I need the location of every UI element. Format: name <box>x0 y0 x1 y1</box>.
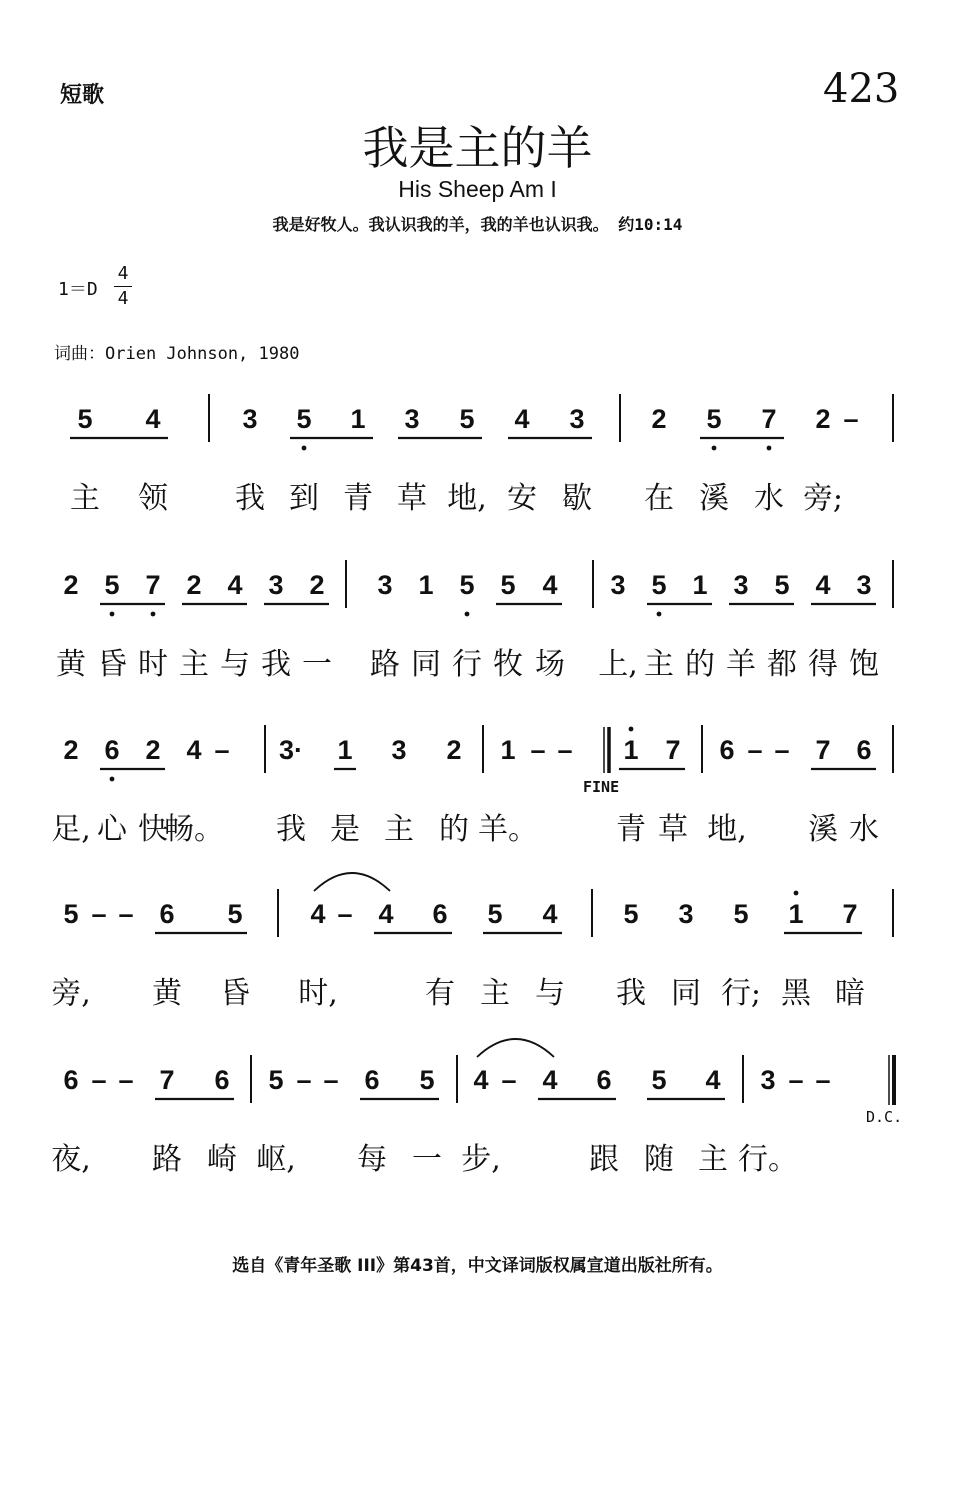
note: 5 <box>459 404 475 434</box>
lyric-syllable: 行。 <box>738 1142 798 1177</box>
octave-dot-below <box>657 612 662 617</box>
note: 4 <box>145 404 161 434</box>
note: 3 <box>678 899 694 929</box>
note: 2 <box>651 404 667 434</box>
lyric-syllable: 安 <box>507 481 537 516</box>
lyric-syllable: 行; <box>720 976 762 1011</box>
note: 6 <box>63 1065 79 1095</box>
note: 6 <box>364 1065 380 1095</box>
lyric-syllable: 主 <box>644 647 674 682</box>
note: 6 <box>719 735 735 765</box>
lyric-syllable: 夜, <box>51 1142 91 1177</box>
octave-dot-below <box>767 446 772 451</box>
note: 2 <box>446 735 462 765</box>
note: 6 <box>856 735 872 765</box>
lyric-syllable: 同 <box>671 976 701 1011</box>
note: 3 <box>391 735 407 765</box>
note: 1 <box>418 570 434 600</box>
lyric-syllable: 青 <box>616 812 646 847</box>
lyric-syllable: 到 <box>289 481 319 516</box>
lyric-syllable: 的 <box>685 647 715 682</box>
note: 4 <box>542 1065 558 1095</box>
octave-dot-above <box>794 891 799 896</box>
lyric-syllable: 地, <box>447 481 487 516</box>
note: – <box>843 404 859 434</box>
hymn-number: 423 <box>823 66 900 112</box>
note: 4 <box>186 735 202 765</box>
lyric-syllable: 是 <box>330 812 360 847</box>
lyric-syllable: 畅。 <box>164 812 224 847</box>
lyric-syllable: 旁; <box>802 481 844 516</box>
lyric-syllable: 水 <box>754 481 784 516</box>
note: 3 <box>377 570 393 600</box>
lyric-syllable: 青 <box>343 481 373 516</box>
note: 1 <box>500 735 516 765</box>
note: 5 <box>459 570 475 600</box>
lyric-syllable: 岖, <box>256 1142 296 1177</box>
composer-credit: 词曲：Orien Johnson, 1980 <box>54 344 300 364</box>
lyric-syllable: 水 <box>849 812 879 847</box>
note: 4 <box>473 1065 489 1095</box>
note: 3 <box>760 1065 776 1095</box>
note: – <box>337 899 353 929</box>
note: 5 <box>77 404 93 434</box>
lyric-syllable: 的 <box>439 812 469 847</box>
note: – <box>214 735 230 765</box>
note: 4 <box>514 404 530 434</box>
note: 7 <box>665 735 681 765</box>
lyric-syllable: 跟 <box>589 1142 619 1177</box>
dc-mark: D.C. <box>866 1108 903 1126</box>
lyric-syllable: 我 <box>276 812 306 847</box>
lyric-syllable: 主 <box>70 481 100 516</box>
lyric-syllable: 黄 <box>56 647 86 682</box>
note: 2 <box>63 570 79 600</box>
note: 5 <box>774 570 790 600</box>
note: 6 <box>432 899 448 929</box>
note: 6 <box>104 735 120 765</box>
tie-slur <box>314 873 390 891</box>
note: 6 <box>159 899 175 929</box>
note: 5 <box>487 899 503 929</box>
note: 2 <box>309 570 325 600</box>
lyric-syllable: 昏 <box>220 976 250 1011</box>
octave-dot-below <box>151 612 156 617</box>
lyric-syllable: 在 <box>644 481 674 516</box>
note: – <box>815 1065 831 1095</box>
note: 2 <box>145 735 161 765</box>
copyright-footer: 选自《青年圣歌 III》第43首，中文译词版权属宣道出版社所有。 <box>232 1256 723 1276</box>
note: – <box>557 735 573 765</box>
note: 7 <box>815 735 831 765</box>
lyric-syllable: 黄 <box>152 976 182 1011</box>
note: 3 <box>268 570 284 600</box>
note: 4 <box>310 899 326 929</box>
scripture-verse: 我是好牧人。我认识我的羊，我的羊也认识我。 约10:14 <box>272 215 683 234</box>
lyric-syllable: 每 <box>357 1142 387 1177</box>
note: 6 <box>214 1065 230 1095</box>
note: 2 <box>186 570 202 600</box>
note: – <box>118 1065 134 1095</box>
note: 5 <box>419 1065 435 1095</box>
lyric-syllable: 溪 <box>808 812 838 847</box>
note: 5 <box>500 570 516 600</box>
note: 6 <box>596 1065 612 1095</box>
lyric-syllable: 我 <box>616 976 646 1011</box>
note: 3· <box>278 735 304 765</box>
note: – <box>91 899 107 929</box>
lyric-syllable: 羊 <box>726 647 756 682</box>
note: 5 <box>623 899 639 929</box>
note: 3 <box>733 570 749 600</box>
lyric-syllable: 主 <box>698 1142 728 1177</box>
octave-dot-below <box>712 446 717 451</box>
lyric-syllable: 与 <box>220 647 250 682</box>
note: 4 <box>705 1065 721 1095</box>
octave-dot-below <box>110 612 115 617</box>
lyric-syllable: 心 <box>97 812 127 847</box>
lyric-syllable: 羊。 <box>478 812 538 847</box>
lyric-syllable: 一 <box>302 647 332 682</box>
note: – <box>747 735 763 765</box>
lyric-syllable: 时 <box>138 647 168 682</box>
lyric-syllable: 草 <box>658 812 688 847</box>
lyric-syllable: 一 <box>412 1142 442 1177</box>
note: 4 <box>815 570 831 600</box>
octave-dot-below <box>110 777 115 782</box>
lyric-syllable: 路 <box>152 1142 182 1177</box>
note: – <box>774 735 790 765</box>
note: 3 <box>856 570 872 600</box>
note: 4 <box>542 899 558 929</box>
note: 2 <box>63 735 79 765</box>
note: 5 <box>651 570 667 600</box>
lyric-syllable: 牧 <box>493 647 523 682</box>
note: 5 <box>651 1065 667 1095</box>
note: 1 <box>350 404 366 434</box>
lyric-syllable: 地, <box>707 812 747 847</box>
note: 5 <box>227 899 243 929</box>
lyric-syllable: 都 <box>767 647 797 682</box>
lyric-syllable: 主 <box>179 647 209 682</box>
lyric-syllable: 我 <box>235 481 265 516</box>
lyric-syllable: 快 <box>138 812 168 847</box>
lyric-syllable: 路 <box>370 647 400 682</box>
note: 5 <box>733 899 749 929</box>
note: 2 <box>815 404 831 434</box>
note: 5 <box>104 570 120 600</box>
lyric-syllable: 时, <box>298 976 338 1011</box>
lyric-syllable: 饱 <box>849 647 879 682</box>
octave-dot-below <box>302 446 307 451</box>
lyric-syllable: 溪 <box>699 481 729 516</box>
lyric-syllable: 场 <box>535 647 565 682</box>
note: 1 <box>788 899 804 929</box>
time-signature-top: 4 <box>117 263 129 284</box>
note: 3 <box>610 570 626 600</box>
lyric-syllable: 步, <box>461 1142 501 1177</box>
lyric-syllable: 崎 <box>207 1142 237 1177</box>
lyric-syllable: 主 <box>480 976 510 1011</box>
note: 7 <box>842 899 858 929</box>
note: 1 <box>623 735 639 765</box>
lyric-syllable: 同 <box>411 647 441 682</box>
note: 3 <box>569 404 585 434</box>
lyric-syllable: 足, <box>51 812 91 847</box>
lyric-syllable: 主 <box>384 812 414 847</box>
lyric-syllable: 暗 <box>835 976 865 1011</box>
note: – <box>788 1065 804 1095</box>
note: 7 <box>761 404 777 434</box>
lyric-syllable: 随 <box>644 1142 674 1177</box>
note: 3 <box>242 404 258 434</box>
note: 1 <box>337 735 353 765</box>
note: – <box>501 1065 517 1095</box>
lyric-syllable: 领 <box>138 481 168 516</box>
note: – <box>530 735 546 765</box>
note: 7 <box>159 1065 175 1095</box>
lyric-syllable: 得 <box>808 647 838 682</box>
hymn-title: 我是主的羊 <box>362 121 593 175</box>
lyric-syllable: 旁, <box>51 976 91 1011</box>
note: – <box>296 1065 312 1095</box>
octave-dot-above <box>629 727 634 732</box>
note: – <box>323 1065 339 1095</box>
note: 4 <box>378 899 394 929</box>
note: 4 <box>542 570 558 600</box>
note: 7 <box>145 570 161 600</box>
hymn-subtitle: His Sheep Am I <box>398 176 557 202</box>
note: 4 <box>227 570 243 600</box>
key-signature: 1＝D <box>58 279 98 300</box>
lyric-syllable: 黑 <box>781 976 811 1011</box>
lyric-syllable: 行 <box>452 647 482 682</box>
lyric-syllable: 昏 <box>97 647 127 682</box>
note: 5 <box>63 899 79 929</box>
note: 3 <box>404 404 420 434</box>
lyric-syllable: 草 <box>397 481 427 516</box>
fine-mark: FINE <box>583 778 620 796</box>
lyric-syllable: 有 <box>425 976 455 1011</box>
lyric-syllable: 歇 <box>562 481 592 516</box>
note: 5 <box>706 404 722 434</box>
note: – <box>118 899 134 929</box>
lyric-syllable: 上, <box>598 647 638 682</box>
time-signature-bottom: 4 <box>114 286 132 311</box>
note: 5 <box>268 1065 284 1095</box>
lyric-syllable: 我 <box>261 647 291 682</box>
tie-slur <box>477 1039 554 1057</box>
octave-dot-below <box>465 612 470 617</box>
note: 1 <box>692 570 708 600</box>
lyric-syllable: 与 <box>535 976 565 1011</box>
note: – <box>91 1065 107 1095</box>
category-label: 短歌 <box>60 82 105 108</box>
note: 5 <box>296 404 312 434</box>
